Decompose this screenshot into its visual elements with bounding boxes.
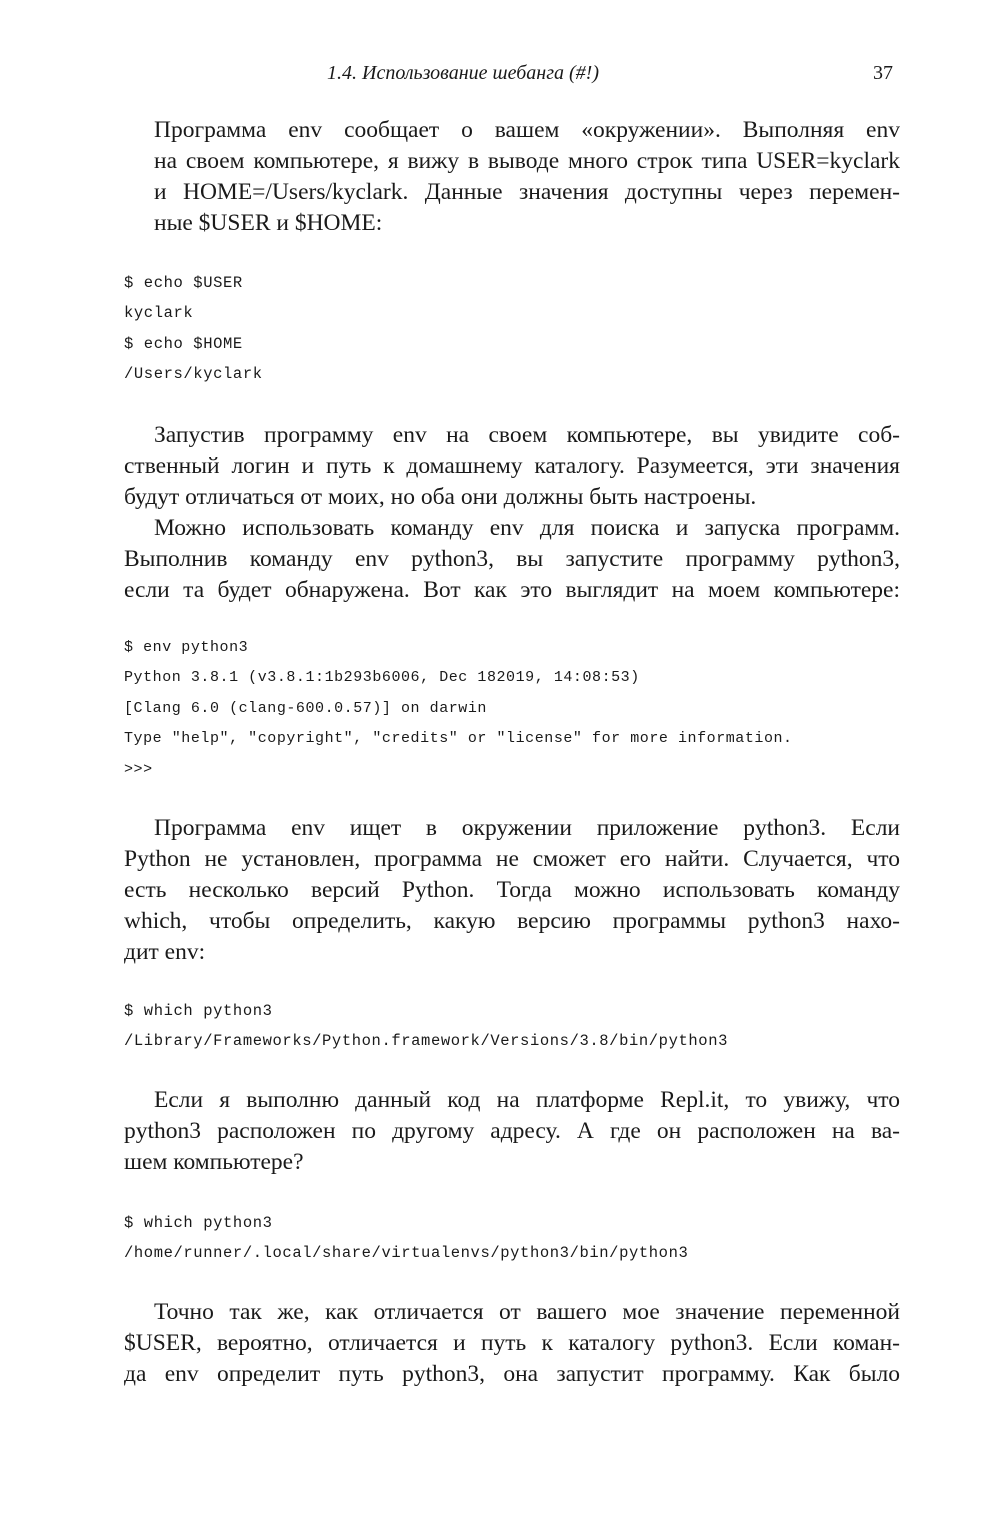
paragraph-env-search	[124, 513, 900, 606]
running-header: 1.4. Использование шебанга (#!)	[327, 62, 600, 84]
code-line: /Library/Frameworks/Python.framework/Versions/3.8/bin/python3	[124, 1032, 728, 1051]
code-block-echo	[124, 268, 263, 390]
text-line: Можно использовать команду env для поиска и запуска программ.	[154, 515, 900, 541]
code-line: $ which python3	[124, 1214, 273, 1232]
paragraph-user-path	[124, 1297, 900, 1390]
text-line: ственный логин и путь к домашнему каталогу. Разумеется, эти значения	[124, 453, 900, 479]
text-line: есть несколько версий Python. Тогда можно использовать команду	[124, 877, 900, 903]
paragraph-env-login	[124, 420, 900, 513]
code-line: $ echo $USER	[124, 274, 243, 292]
text-line: будут отличаться от моих, но оба они должны быть настроены.	[124, 484, 757, 510]
text-line: Python не установлен, программа не сможет его найти. Случается, что	[124, 846, 900, 872]
text-line: и HOME=/Users/kyclark. Данные значения доступны через перемен-	[154, 179, 900, 205]
code-line: /home/runner/.local/share/virtualenvs/python3/bin/python3	[124, 1244, 689, 1263]
code-line: kyclark	[124, 304, 194, 323]
code-block-env-python	[124, 633, 793, 785]
code-block-which-mac	[124, 996, 728, 1057]
paragraph-which	[124, 813, 900, 968]
code-line: /Users/kyclark	[124, 365, 263, 384]
text-line: Выполнив команду env python3, вы запустите программу python3,	[124, 546, 900, 572]
text-line: python3 расположен по другому адресу. А где он расположен на ва-	[124, 1118, 900, 1144]
text-line: шем компьютере?	[124, 1149, 304, 1175]
code-line: $ env python3	[124, 639, 249, 656]
text-line: ные $USER и $HOME:	[154, 210, 383, 236]
code-line: >>>	[124, 760, 153, 778]
text-line: Точно так же, как отличается от вашего мое значение переменной	[154, 1299, 900, 1325]
text-line: да env определит путь python3, она запустит программу. Как было	[124, 1361, 900, 1387]
text-line: Программа env ищет в окружении приложение python3. Если	[154, 815, 900, 841]
code-line: $ echo $HOME	[124, 334, 243, 353]
code-line: Python 3.8.1 (v3.8.1:1b293b6006, Dec 182019, 14:08:53)	[124, 669, 640, 687]
text-line: Программа env сообщает о вашем «окружении». Выполняя env	[154, 117, 900, 143]
code-line: $ which python3	[124, 1002, 273, 1020]
text-line: Если я выполню данный код на платформе Repl.it, то увижу, что	[154, 1087, 900, 1113]
page-number: 37	[873, 62, 893, 84]
paragraph-replit	[124, 1085, 900, 1178]
text-line: дит env:	[124, 939, 206, 965]
code-line: [Clang 6.0 (clang-600.0.57)] on darwin	[124, 699, 487, 717]
code-line: Type "help", "copyright", "credits" or "license" for more information.	[124, 730, 793, 748]
text-line: which, чтобы определить, какую версию программы python3 нахо-	[124, 908, 900, 934]
text-line: на своем компьютере, я вижу в выводе много строк типа USER=kyclark	[154, 148, 900, 174]
text-line: $USER, вероятно, отличается и путь к каталогу python3. Если коман-	[124, 1330, 900, 1356]
text-line: Запустив программу env на своем компьютере, вы увидите соб-	[154, 422, 900, 448]
code-block-which-replit	[124, 1208, 688, 1269]
text-line: если та будет обнаружена. Вот как это выглядит на моем компьютере:	[124, 577, 900, 603]
paragraph-env-intro	[124, 115, 900, 239]
